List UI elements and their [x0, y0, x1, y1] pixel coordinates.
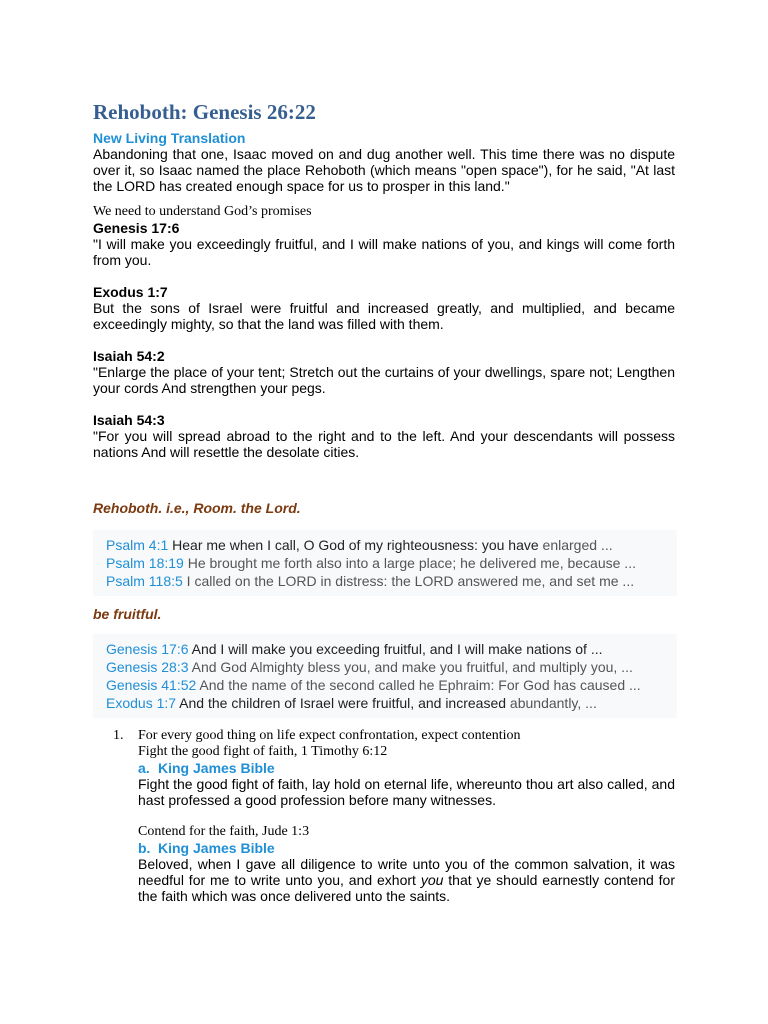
room-heading: Rehoboth. i.e., Room. the Lord.: [93, 500, 301, 516]
emphasis-text: you: [420, 872, 444, 888]
sub-item-letter: a.: [138, 760, 150, 776]
reference-link[interactable]: Psalm 18:19: [106, 555, 184, 571]
fruitful-reference-panel: [93, 634, 677, 718]
reference-line: [106, 554, 677, 572]
translation-label: New Living Translation: [93, 130, 246, 146]
reference-line: [106, 536, 677, 554]
sub-item-letter: b.: [138, 840, 151, 856]
reference-line: [106, 640, 677, 658]
contend-line: Contend for the faith, Jude 1:3: [138, 824, 310, 839]
fruitful-heading: be fruitful.: [93, 606, 162, 622]
text-part: that ye should earnestly contend for the faith which was once delivered unto the saints.: [138, 872, 675, 904]
reference-link[interactable]: Genesis 28:3: [106, 659, 189, 675]
reference-link[interactable]: Exodus 1:7: [106, 695, 177, 711]
reference-text: And the name of the second called he Ephraim: For God has caused ...: [196, 677, 641, 693]
reference-line: [106, 694, 677, 712]
list-item-heading: For every good thing on life expect confrontation, expect contention: [138, 728, 521, 743]
reference-link[interactable]: Genesis 41:52: [106, 677, 197, 693]
text-part: Beloved, when I gave all diligence to write unto you of the common salvation, it was needful for me to write unto you, and exhort: [138, 856, 675, 888]
reference-text: And God Almighty bless you, and make you fruitful, and multiply you, ...: [188, 659, 633, 675]
sub-item-b: [138, 840, 675, 856]
verse-text: "For you will spread abroad to the right and to the left. And your descendants will possess nations And will resettle the desolate cities.: [93, 428, 675, 460]
reference-text-tail: abundantly, ...: [509, 695, 597, 711]
sub-item-label: King James Bible: [158, 760, 275, 776]
verse-text: "Enlarge the place of your tent; Stretch out the curtains of your dwellings, spare not; Lengthen your cords And strengthen your pegs.: [93, 364, 675, 396]
sub-item-b-text: [138, 856, 675, 904]
intro-paragraph: Abandoning that one, Isaac moved on and dug another well. This time there was no dispute over it, so Isaac named the place Rehoboth (which means "open space"), for he said, "At last the LORD has created enough space for us to prosper in this land.": [93, 146, 675, 194]
numbered-list: [93, 728, 675, 904]
reference-text-tail: enlarged ...: [542, 537, 613, 553]
room-reference-panel: [93, 530, 677, 596]
verse-text: But the sons of Israel were fruitful and increased greatly, and multiplied, and became exceedingly mighty, so that the land was filled with them.: [93, 300, 675, 332]
page-title: Rehoboth: Genesis 26:22: [93, 100, 316, 124]
reference-text: I called on the LORD in distress: the LORD answered me, and set me ...: [182, 573, 635, 589]
reference-link[interactable]: Psalm 118:5: [106, 573, 183, 589]
verse-ref: Genesis 17:6: [93, 220, 180, 236]
document-page: [93, 98, 675, 904]
reference-link[interactable]: Psalm 4:1: [106, 537, 169, 553]
reference-text: And the children of Israel were fruitful, and increased: [176, 695, 510, 711]
reference-text: And I will make you exceeding fruitful, and I will make nations of ...: [188, 641, 603, 657]
reference-line: [106, 572, 677, 590]
sub-item-a-text: Fight the good fight of faith, lay hold on eternal life, whereunto thou art also called, and hast professed a good profession before many witnesses.: [138, 776, 675, 808]
promises-heading: We need to understand God’s promises: [93, 204, 312, 219]
reference-link[interactable]: Genesis 17:6: [106, 641, 189, 657]
reference-text: He brought me forth also into a large place; he delivered me, because ...: [183, 555, 636, 571]
sub-item-label: King James Bible: [158, 840, 275, 856]
reference-line: [106, 658, 677, 676]
verse-ref: Isaiah 54:2: [93, 348, 165, 364]
verse-text: "I will make you exceedingly fruitful, and I will make nations of you, and kings will come forth from you.: [93, 236, 675, 268]
list-item-subline: Fight the good fight of faith, 1 Timothy 6:12: [138, 744, 388, 759]
verse-ref: Isaiah 54:3: [93, 412, 165, 428]
verse-ref: Exodus 1:7: [93, 284, 168, 300]
sub-item-a: [138, 760, 675, 776]
reference-text: Hear me when I call, O God of my righteousness: you have: [168, 537, 543, 553]
reference-line: [106, 676, 677, 694]
list-number: 1.: [113, 728, 124, 743]
